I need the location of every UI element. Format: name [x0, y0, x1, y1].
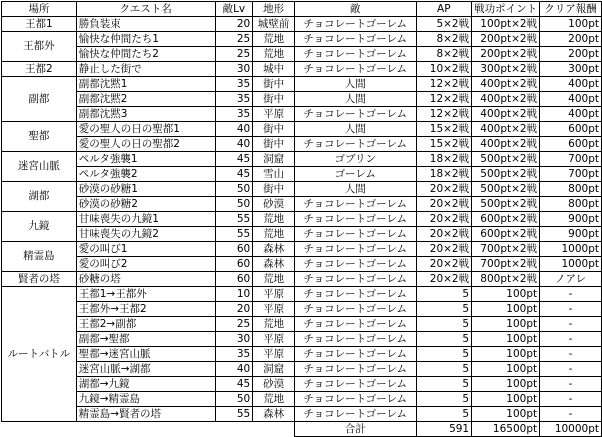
- enemy-cell: チョコレートゴーレム: [294, 32, 416, 47]
- terrain-cell: 森林: [253, 407, 295, 422]
- terrain-cell: 街中: [253, 137, 295, 152]
- enemy-cell: チョコレートゴーレム: [294, 62, 416, 77]
- location-cell: 副都: [2, 77, 77, 122]
- table-row: [2, 392, 602, 407]
- enemy-cell: チョコレートゴーレム: [294, 377, 416, 392]
- merit-points-cell: 100pt×2戦: [472, 17, 540, 32]
- table-row: [2, 332, 602, 347]
- terrain-cell: 平原: [253, 347, 295, 362]
- quest-name-cell: 精霊島→賢者の塔: [76, 407, 215, 422]
- ap-cell: 20×2戦: [416, 257, 472, 272]
- ap-cell: 5: [416, 347, 472, 362]
- terrain-cell: 荒地: [253, 212, 295, 227]
- clear-reward-cell: 1000pt: [540, 257, 602, 272]
- ap-cell: 10×2戦: [416, 62, 472, 77]
- merit-points-cell: 400pt×2戦: [472, 77, 540, 92]
- merit-points-cell: 700pt×2戦: [472, 242, 540, 257]
- quest-name-cell: 王都外→王都2: [76, 302, 215, 317]
- table-row: [2, 317, 602, 332]
- merit-points-cell: 400pt×2戦: [472, 92, 540, 107]
- enemy-cell: ゴーレム: [294, 167, 416, 182]
- table-row: [2, 32, 602, 47]
- enemy-cell: チョコレートゴーレム: [294, 107, 416, 122]
- total-row: [2, 422, 602, 437]
- table-row: [2, 287, 602, 302]
- quest-name-cell: 愉快な仲間たち1: [76, 32, 215, 47]
- ap-cell: 20×2戦: [416, 182, 472, 197]
- location-cell: 王都外: [2, 32, 77, 62]
- total-label: 合計: [294, 422, 416, 437]
- terrain-cell: 荒地: [253, 47, 295, 62]
- enemy-level-cell: 35: [215, 77, 253, 92]
- terrain-cell: 城壁前: [253, 17, 295, 32]
- ap-cell: 5: [416, 407, 472, 422]
- location-cell: 精霊島: [2, 242, 77, 272]
- enemy-cell: チョコレートゴーレム: [294, 227, 416, 242]
- enemy-cell: チョコレートゴーレム: [294, 272, 416, 287]
- table-row: [2, 347, 602, 362]
- merit-points-cell: 500pt×2戦: [472, 167, 540, 182]
- ap-cell: 12×2戦: [416, 92, 472, 107]
- clear-reward-cell: 800pt: [540, 182, 602, 197]
- enemy-level-cell: 25: [215, 317, 253, 332]
- enemy-level-cell: 40: [215, 362, 253, 377]
- ap-cell: 15×2戦: [416, 137, 472, 152]
- table-row: [2, 377, 602, 392]
- terrain-cell: 砂漠: [253, 377, 295, 392]
- quest-name-cell: 愛の叫び2: [76, 257, 215, 272]
- enemy-level-cell: 55: [215, 212, 253, 227]
- location-cell: 迷宮山脈: [2, 152, 77, 182]
- ap-cell: 20×2戦: [416, 197, 472, 212]
- enemy-level-cell: 35: [215, 92, 253, 107]
- merit-points-cell: 100pt: [472, 287, 540, 302]
- header-terrain: 地形: [253, 2, 295, 17]
- enemy-cell: 人間: [294, 182, 416, 197]
- merit-points-cell: 100pt: [472, 407, 540, 422]
- clear-reward-cell: -: [540, 362, 602, 377]
- merit-points-cell: 600pt×2戦: [472, 227, 540, 242]
- table-row: [2, 197, 602, 212]
- header-merit-points: 戦功ポイント: [472, 2, 540, 17]
- quest-name-cell: 甘味喪失の九鏡1: [76, 212, 215, 227]
- clear-reward-cell: -: [540, 317, 602, 332]
- clear-reward-cell: ノアレ: [540, 272, 602, 287]
- merit-points-cell: 100pt: [472, 332, 540, 347]
- quest-name-cell: 王都2→副都: [76, 317, 215, 332]
- ap-cell: 12×2戦: [416, 107, 472, 122]
- ap-cell: 20×2戦: [416, 227, 472, 242]
- terrain-cell: 荒地: [253, 317, 295, 332]
- enemy-cell: 人間: [294, 77, 416, 92]
- clear-reward-cell: 1000pt: [540, 242, 602, 257]
- enemy-level-cell: 25: [215, 47, 253, 62]
- quest-name-cell: 副都沈黙1: [76, 77, 215, 92]
- enemy-level-cell: 50: [215, 392, 253, 407]
- header-location: 場所: [2, 2, 77, 17]
- enemy-level-cell: 60: [215, 257, 253, 272]
- table-row: [2, 152, 602, 167]
- merit-points-cell: 600pt×2戦: [472, 212, 540, 227]
- clear-reward-cell: 400pt: [540, 92, 602, 107]
- ap-cell: 5: [416, 287, 472, 302]
- terrain-cell: 荒地: [253, 272, 295, 287]
- total-ap: 591: [416, 422, 472, 437]
- clear-reward-cell: 200pt: [540, 32, 602, 47]
- ap-cell: 20×2戦: [416, 242, 472, 257]
- enemy-cell: チョコレートゴーレム: [294, 137, 416, 152]
- ap-cell: 15×2戦: [416, 122, 472, 137]
- ap-cell: 8×2戦: [416, 47, 472, 62]
- total-spacer: [2, 422, 295, 437]
- clear-reward-cell: -: [540, 332, 602, 347]
- quest-name-cell: 愛の聖人の日の聖都1: [76, 122, 215, 137]
- terrain-cell: 森林: [253, 257, 295, 272]
- quest-name-cell: 九鏡→精霊島: [76, 392, 215, 407]
- ap-cell: 5: [416, 377, 472, 392]
- quest-name-cell: 勝負装束: [76, 17, 215, 32]
- enemy-level-cell: 40: [215, 122, 253, 137]
- table-row: [2, 47, 602, 62]
- ap-cell: 18×2戦: [416, 167, 472, 182]
- quest-name-cell: 愛の叫び1: [76, 242, 215, 257]
- enemy-level-cell: 20: [215, 302, 253, 317]
- merit-points-cell: 100pt: [472, 317, 540, 332]
- header-quest: クエスト名: [76, 2, 215, 17]
- merit-points-cell: 500pt×2戦: [472, 182, 540, 197]
- merit-points-cell: 400pt×2戦: [472, 122, 540, 137]
- location-cell: 王都1: [2, 17, 77, 32]
- table-row: [2, 302, 602, 317]
- quest-name-cell: 愛の聖人の日の聖都2: [76, 137, 215, 152]
- enemy-level-cell: 10: [215, 287, 253, 302]
- terrain-cell: 街中: [253, 77, 295, 92]
- table-row: [2, 137, 602, 152]
- enemy-cell: チョコレートゴーレム: [294, 212, 416, 227]
- merit-points-cell: 100pt: [472, 302, 540, 317]
- quest-name-cell: 砂漠の砂糖1: [76, 182, 215, 197]
- enemy-level-cell: 45: [215, 377, 253, 392]
- table-row: [2, 242, 602, 257]
- ap-cell: 5: [416, 392, 472, 407]
- table-row: [2, 257, 602, 272]
- quest-name-cell: 湖都→九鏡: [76, 377, 215, 392]
- quest-name-cell: 迷宮山脈→湖都: [76, 362, 215, 377]
- table-row: [2, 227, 602, 242]
- clear-reward-cell: 400pt: [540, 77, 602, 92]
- enemy-cell: チョコレートゴーレム: [294, 257, 416, 272]
- location-cell: 湖都: [2, 182, 77, 212]
- clear-reward-cell: 900pt: [540, 227, 602, 242]
- merit-points-cell: 800pt×2戦: [472, 272, 540, 287]
- quest-name-cell: ペルタ強襲1: [76, 152, 215, 167]
- total-reward: 10000pt: [540, 422, 602, 437]
- quest-name-cell: 砂糖の塔: [76, 272, 215, 287]
- terrain-cell: 雪山: [253, 167, 295, 182]
- quest-name-cell: 聖都→迷宮山脈: [76, 347, 215, 362]
- table-row: [2, 407, 602, 422]
- merit-points-cell: 100pt: [472, 347, 540, 362]
- merit-points-cell: 200pt×2戦: [472, 32, 540, 47]
- enemy-level-cell: 60: [215, 272, 253, 287]
- clear-reward-cell: -: [540, 377, 602, 392]
- terrain-cell: 荒地: [253, 32, 295, 47]
- merit-points-cell: 400pt×2戦: [472, 107, 540, 122]
- terrain-cell: 荒地: [253, 392, 295, 407]
- quest-name-cell: ペルタ強襲2: [76, 167, 215, 182]
- enemy-cell: チョコレートゴーレム: [294, 347, 416, 362]
- table-body: [2, 17, 602, 422]
- enemy-level-cell: 30: [215, 62, 253, 77]
- location-cell: 王都2: [2, 62, 77, 77]
- ap-cell: 20×2戦: [416, 272, 472, 287]
- table-row: [2, 212, 602, 227]
- quest-name-cell: 静止した街で: [76, 62, 215, 77]
- merit-points-cell: 300pt×2戦: [472, 62, 540, 77]
- enemy-level-cell: 50: [215, 197, 253, 212]
- quest-name-cell: 砂漠の砂糖2: [76, 197, 215, 212]
- ap-cell: 5×2戦: [416, 17, 472, 32]
- table-row: [2, 77, 602, 92]
- terrain-cell: 洞窟: [253, 152, 295, 167]
- clear-reward-cell: -: [540, 287, 602, 302]
- enemy-cell: チョコレートゴーレム: [294, 317, 416, 332]
- terrain-cell: 荒地: [253, 227, 295, 242]
- merit-points-cell: 500pt×2戦: [472, 197, 540, 212]
- ap-cell: 8×2戦: [416, 32, 472, 47]
- table-row: [2, 167, 602, 182]
- ap-cell: 12×2戦: [416, 77, 472, 92]
- clear-reward-cell: 600pt: [540, 137, 602, 152]
- clear-reward-cell: -: [540, 392, 602, 407]
- table-row: [2, 182, 602, 197]
- enemy-cell: チョコレートゴーレム: [294, 47, 416, 62]
- enemy-cell: チョコレートゴーレム: [294, 362, 416, 377]
- enemy-level-cell: 55: [215, 407, 253, 422]
- table-row: [2, 92, 602, 107]
- merit-points-cell: 200pt×2戦: [472, 47, 540, 62]
- quest-table: [1, 1, 602, 437]
- enemy-cell: ゴブリン: [294, 152, 416, 167]
- clear-reward-cell: -: [540, 347, 602, 362]
- merit-points-cell: 100pt: [472, 392, 540, 407]
- terrain-cell: 街中: [253, 92, 295, 107]
- clear-reward-cell: 200pt: [540, 47, 602, 62]
- enemy-level-cell: 20: [215, 17, 253, 32]
- enemy-cell: チョコレートゴーレム: [294, 302, 416, 317]
- table-row: [2, 272, 602, 287]
- terrain-cell: 街中: [253, 182, 295, 197]
- clear-reward-cell: 700pt: [540, 152, 602, 167]
- enemy-level-cell: 35: [215, 107, 253, 122]
- terrain-cell: 平原: [253, 332, 295, 347]
- enemy-level-cell: 40: [215, 137, 253, 152]
- header-ap: AP: [416, 2, 472, 17]
- header-clear-reward: クリア報酬: [540, 2, 602, 17]
- header-row: [2, 2, 602, 17]
- enemy-cell: チョコレートゴーレム: [294, 17, 416, 32]
- terrain-cell: 砂漠: [253, 197, 295, 212]
- terrain-cell: 平原: [253, 107, 295, 122]
- enemy-level-cell: 25: [215, 32, 253, 47]
- ap-cell: 5: [416, 332, 472, 347]
- merit-points-cell: 100pt: [472, 362, 540, 377]
- clear-reward-cell: 600pt: [540, 122, 602, 137]
- ap-cell: 5: [416, 302, 472, 317]
- table-row: [2, 62, 602, 77]
- location-cell: 聖都: [2, 122, 77, 152]
- merit-points-cell: 500pt×2戦: [472, 152, 540, 167]
- enemy-level-cell: 60: [215, 242, 253, 257]
- enemy-cell: チョコレートゴーレム: [294, 332, 416, 347]
- terrain-cell: 平原: [253, 287, 295, 302]
- enemy-cell: 人間: [294, 92, 416, 107]
- enemy-level-cell: 55: [215, 227, 253, 242]
- table-row: [2, 362, 602, 377]
- enemy-cell: チョコレートゴーレム: [294, 407, 416, 422]
- ap-cell: 20×2戦: [416, 212, 472, 227]
- location-cell: 賢者の塔: [2, 272, 77, 287]
- header-enemy-level: 敵Lv: [215, 2, 253, 17]
- quest-name-cell: 副都沈黙3: [76, 107, 215, 122]
- terrain-cell: 街中: [253, 122, 295, 137]
- enemy-level-cell: 35: [215, 347, 253, 362]
- enemy-level-cell: 50: [215, 182, 253, 197]
- enemy-cell: チョコレートゴーレム: [294, 392, 416, 407]
- ap-cell: 5: [416, 362, 472, 377]
- merit-points-cell: 700pt×2戦: [472, 257, 540, 272]
- enemy-cell: チョコレートゴーレム: [294, 287, 416, 302]
- ap-cell: 5: [416, 317, 472, 332]
- terrain-cell: 洞窟: [253, 362, 295, 377]
- clear-reward-cell: -: [540, 302, 602, 317]
- clear-reward-cell: 700pt: [540, 167, 602, 182]
- location-cell: 九鏡: [2, 212, 77, 242]
- terrain-cell: 平原: [253, 302, 295, 317]
- clear-reward-cell: -: [540, 407, 602, 422]
- clear-reward-cell: 800pt: [540, 197, 602, 212]
- enemy-level-cell: 45: [215, 167, 253, 182]
- enemy-cell: 人間: [294, 122, 416, 137]
- table-row: [2, 107, 602, 122]
- quest-name-cell: 副都沈黙2: [76, 92, 215, 107]
- quest-name-cell: 王都1→王都外: [76, 287, 215, 302]
- enemy-level-cell: 45: [215, 152, 253, 167]
- location-cell: ルートバトル: [2, 287, 77, 422]
- quest-name-cell: 愉快な仲間たち2: [76, 47, 215, 62]
- header-enemy: 敵: [294, 2, 416, 17]
- clear-reward-cell: 900pt: [540, 212, 602, 227]
- enemy-cell: チョコレートゴーレム: [294, 197, 416, 212]
- merit-points-cell: 100pt: [472, 377, 540, 392]
- terrain-cell: 森林: [253, 242, 295, 257]
- enemy-level-cell: 30: [215, 332, 253, 347]
- table-row: [2, 122, 602, 137]
- quest-name-cell: 副都→聖都: [76, 332, 215, 347]
- clear-reward-cell: 300pt: [540, 62, 602, 77]
- ap-cell: 18×2戦: [416, 152, 472, 167]
- quest-name-cell: 甘味喪失の九鏡2: [76, 227, 215, 242]
- clear-reward-cell: 100pt: [540, 17, 602, 32]
- terrain-cell: 城中: [253, 62, 295, 77]
- total-merit: 16500pt: [472, 422, 540, 437]
- clear-reward-cell: 400pt: [540, 107, 602, 122]
- merit-points-cell: 400pt×2戦: [472, 137, 540, 152]
- table-row: [2, 17, 602, 32]
- enemy-cell: チョコレートゴーレム: [294, 242, 416, 257]
